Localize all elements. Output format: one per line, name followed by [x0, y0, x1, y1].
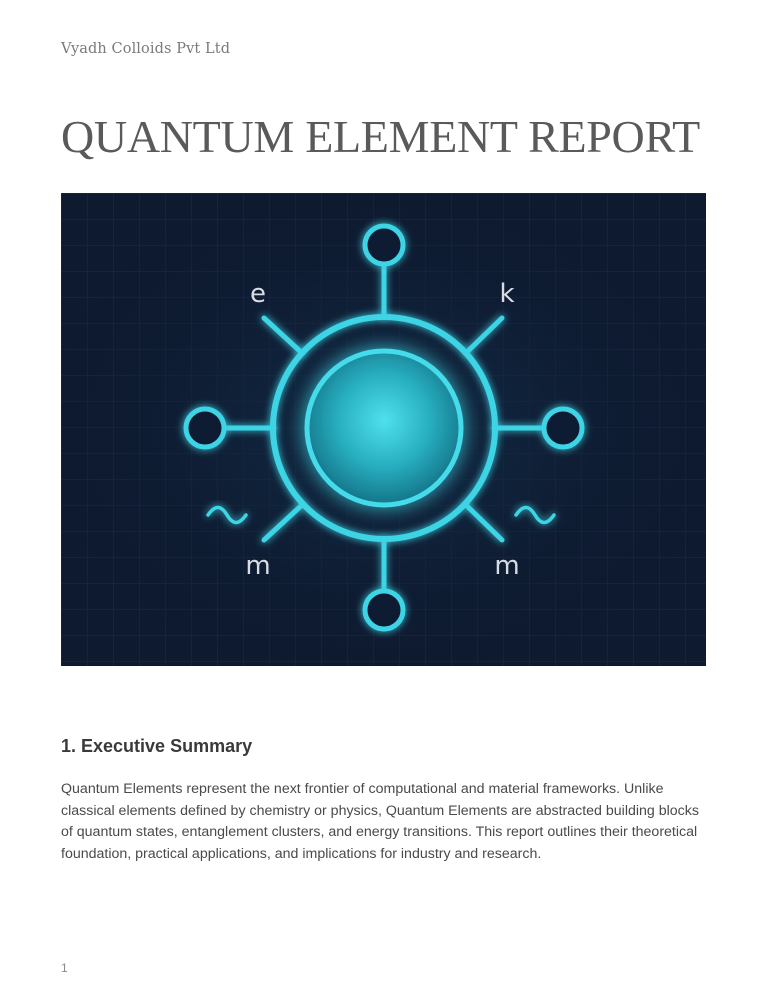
label-top-left: e [250, 279, 266, 309]
quantum-element-diagram [61, 193, 706, 666]
element-core [307, 351, 461, 505]
report-title: QUANTUM ELEMENT REPORT [61, 111, 700, 162]
label-top-right: k [499, 279, 515, 309]
page-number: 1 [61, 961, 68, 975]
label-bottom-right: m [494, 551, 520, 581]
node-top [365, 226, 403, 264]
node-left [186, 409, 224, 447]
quantum-element-illustration [61, 193, 706, 666]
node-right [544, 409, 582, 447]
section-heading: 1. Executive Summary [61, 736, 253, 756]
node-bottom [365, 591, 403, 629]
executive-summary-paragraph: Quantum Elements represent the next frontier of computational and material frameworks. Unlike classical elements defined by chemistry or physics, Quantum Elements are abstracted building blocks of quantum states, entanglement clusters, and energy transitions. This report outlines their theoretical foundation, practical applications, and implications for industry and research. [61, 781, 699, 862]
label-bottom-left: m [245, 551, 271, 581]
company-name: Vyadh Colloids Pvt Ltd [61, 41, 231, 57]
